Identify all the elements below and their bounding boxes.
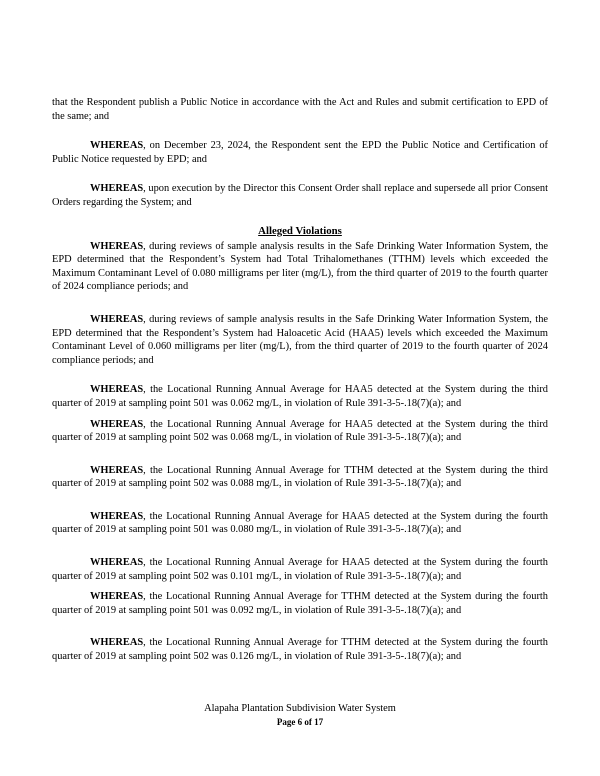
paragraph-text: , the Locational Running Annual Average for HAA5 detected at the System during the fourth quarter of 2019 at sampling point 501 was 0.080 mg/L, in violation of Rule 391-3-5-.18(7)(a); and [52, 510, 548, 536]
whereas-lead: WHEREAS [90, 418, 144, 430]
whereas-lead: WHEREAS [90, 557, 144, 569]
paragraph-violation-haa5-q4-502 [52, 556, 548, 583]
footer-page-number: Page 6 of 17 [276, 717, 324, 727]
paragraph-haa5-mcl-exceeded [52, 313, 548, 367]
paragraph-supersede-orders [52, 182, 548, 209]
whereas-lead: WHEREAS [90, 510, 144, 522]
paragraph-violation-haa5-q3-501 [52, 383, 548, 410]
whereas-lead: WHEREAS [90, 591, 144, 603]
section-heading-alleged-violations: Alleged Violations [258, 224, 342, 237]
paragraph-violation-tthm-q3-502 [52, 464, 548, 491]
paragraph-violation-haa5-q4-501 [52, 510, 548, 537]
paragraph-text: , during reviews of sample analysis results in the Safe Drinking Water Information System, the EPD determined that the Respondent’s System had Total Trihalomethanes (TTHM) levels which exceeded the Maximum Contaminant Level of 0.080 milligrams per liter (mg/L), from the third quarter of 2019 to the fourth quarter of 2024 compliance periods; and [52, 240, 548, 293]
paragraph-violation-tthm-q4-501 [52, 590, 548, 617]
whereas-lead: WHEREAS [90, 183, 144, 195]
document-body [52, 96, 548, 664]
paragraph-text: , upon execution by the Director this Consent Order shall replace and supersede all prior Consent Orders regarding the System; and [52, 183, 548, 208]
paragraph-violation-tthm-q4-502 [52, 636, 548, 663]
paragraph-text: , the Locational Running Annual Average for TTHM detected at the System during the fourth quarter of 2019 at sampling point 502 was 0.126 mg/L, in violation of Rule 391-3-5-.18(7)(a); and [52, 637, 548, 663]
footer-system-name: Alapaha Plantation Subdivision Water System [204, 703, 396, 714]
paragraph-text: , the Locational Running Annual Average for HAA5 detected at the System during the third quarter of 2019 at sampling point 502 was 0.068 mg/L, in violation of Rule 391-3-5-.18(7)(a); and [52, 418, 548, 444]
whereas-lead: WHEREAS [90, 637, 144, 649]
paragraph-text: , the Locational Running Annual Average for HAA5 detected at the System during the third quarter of 2019 at sampling point 501 was 0.062 mg/L, in violation of Rule 391-3-5-.18(7)(a); and [52, 384, 548, 409]
whereas-lead: WHEREAS [90, 464, 144, 476]
paragraph-tthm-mcl-exceeded [52, 240, 548, 294]
paragraph-text: , during reviews of sample analysis results in the Safe Drinking Water Information System, the EPD determined that the Respondent’s System had Haloacetic Acid (HAA5) levels which exceeded the Maximum Contaminant Level of 0.060 milligrams per liter (mg/L), from the third quarter of 2019 to the fourth quarter of 2024 compliance periods; and [52, 313, 548, 366]
paragraph-text: , the Locational Running Annual Average for TTHM detected at the System during the third quarter of 2019 at sampling point 502 was 0.088 mg/L, in violation of Rule 391-3-5-.18(7)(a); and [52, 464, 548, 490]
paragraph-text: , the Locational Running Annual Average for HAA5 detected at the System during the fourth quarter of 2019 at sampling point 502 was 0.101 mg/L, in violation of Rule 391-3-5-.18(7)(a); and [52, 557, 548, 582]
whereas-lead: WHEREAS [90, 140, 144, 152]
paragraph-text: , on December 23, 2024, the Respondent sent the EPD the Public Notice and Certification of Public Notice requested by EPD; and [52, 140, 548, 165]
paragraph-text: that the Respondent publish a Public Notice in accordance with the Act and Rules and submit certification to EPD of the same; and [52, 97, 548, 122]
whereas-lead: WHEREAS [90, 384, 144, 396]
paragraph-public-notice-sent [52, 139, 548, 166]
paragraph-text: , the Locational Running Annual Average for TTHM detected at the System during the fourth quarter of 2019 at sampling point 501 was 0.092 mg/L, in violation of Rule 391-3-5-.18(7)(a); and [52, 591, 548, 616]
paragraph-public-notice-requirement [52, 96, 548, 123]
paragraph-violation-haa5-q3-502 [52, 418, 548, 445]
whereas-lead: WHEREAS [90, 313, 144, 325]
whereas-lead: WHEREAS [90, 240, 144, 252]
